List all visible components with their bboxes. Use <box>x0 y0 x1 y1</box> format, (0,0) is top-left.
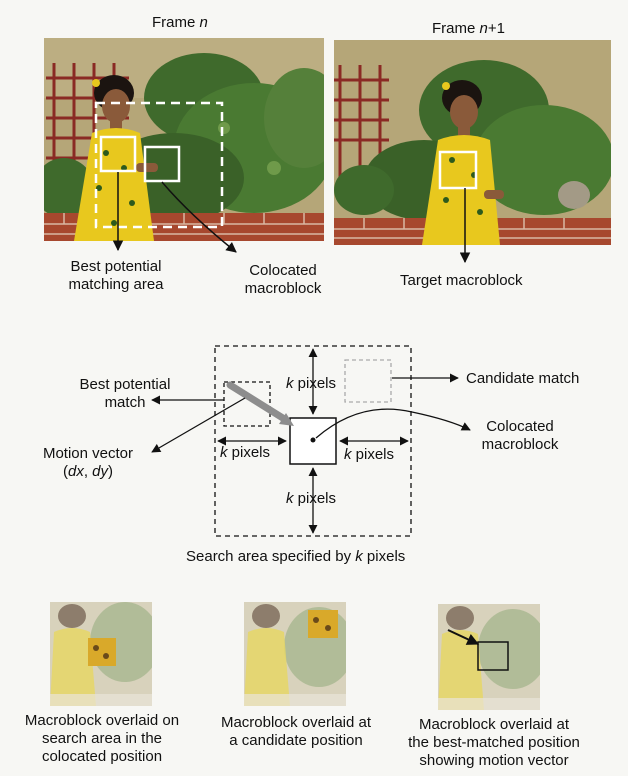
thumb-candidate-illustration <box>244 602 346 706</box>
frame-n-plus-1-title: Frame n+1 <box>432 20 505 37</box>
center-dot <box>311 438 316 443</box>
thumb-best-match <box>438 604 540 710</box>
thumb-best-match-illustration <box>438 604 540 710</box>
k-pixels-bottom-label: k pixels <box>286 490 337 507</box>
candidate-match-label: Candidate match <box>466 370 580 387</box>
colocated-leader <box>316 409 470 438</box>
target-macroblock-label: Target macroblock <box>400 272 523 289</box>
colocated-macroblock-label-top: Colocated macroblock <box>244 262 322 297</box>
caption-best-match: Macroblock overlaid at the best-matched position showing motion vector <box>408 716 580 769</box>
overlay-macroblock-2 <box>308 610 338 638</box>
thumb-candidate <box>244 602 346 706</box>
caption-candidate: Macroblock overlaid at a candidate position <box>220 714 372 749</box>
k-pixels-right-label: k pixels <box>344 446 395 463</box>
colocated-macroblock-label: Colocated macroblock <box>481 418 559 453</box>
motion-vector-label: Motion vector (dx, dy) <box>42 445 134 480</box>
caption-colocated: Macroblock overlaid on search area in the colocated position <box>24 712 180 765</box>
overlay-macroblock-1 <box>88 638 116 666</box>
thumb-colocated-illustration <box>50 602 152 706</box>
frame-n-title: Frame n <box>152 14 208 31</box>
k-pixels-left-label: k pixels <box>220 444 271 461</box>
k-pixels-top-label: k pixels <box>286 375 337 392</box>
best-potential-area-label: Best potential matching area <box>68 258 164 293</box>
candidate-match-box <box>345 360 391 402</box>
search-area-caption: Search area specified by k pixels <box>186 548 406 565</box>
best-potential-match-label: Best potential match <box>79 376 171 411</box>
thumb-colocated <box>50 602 152 706</box>
